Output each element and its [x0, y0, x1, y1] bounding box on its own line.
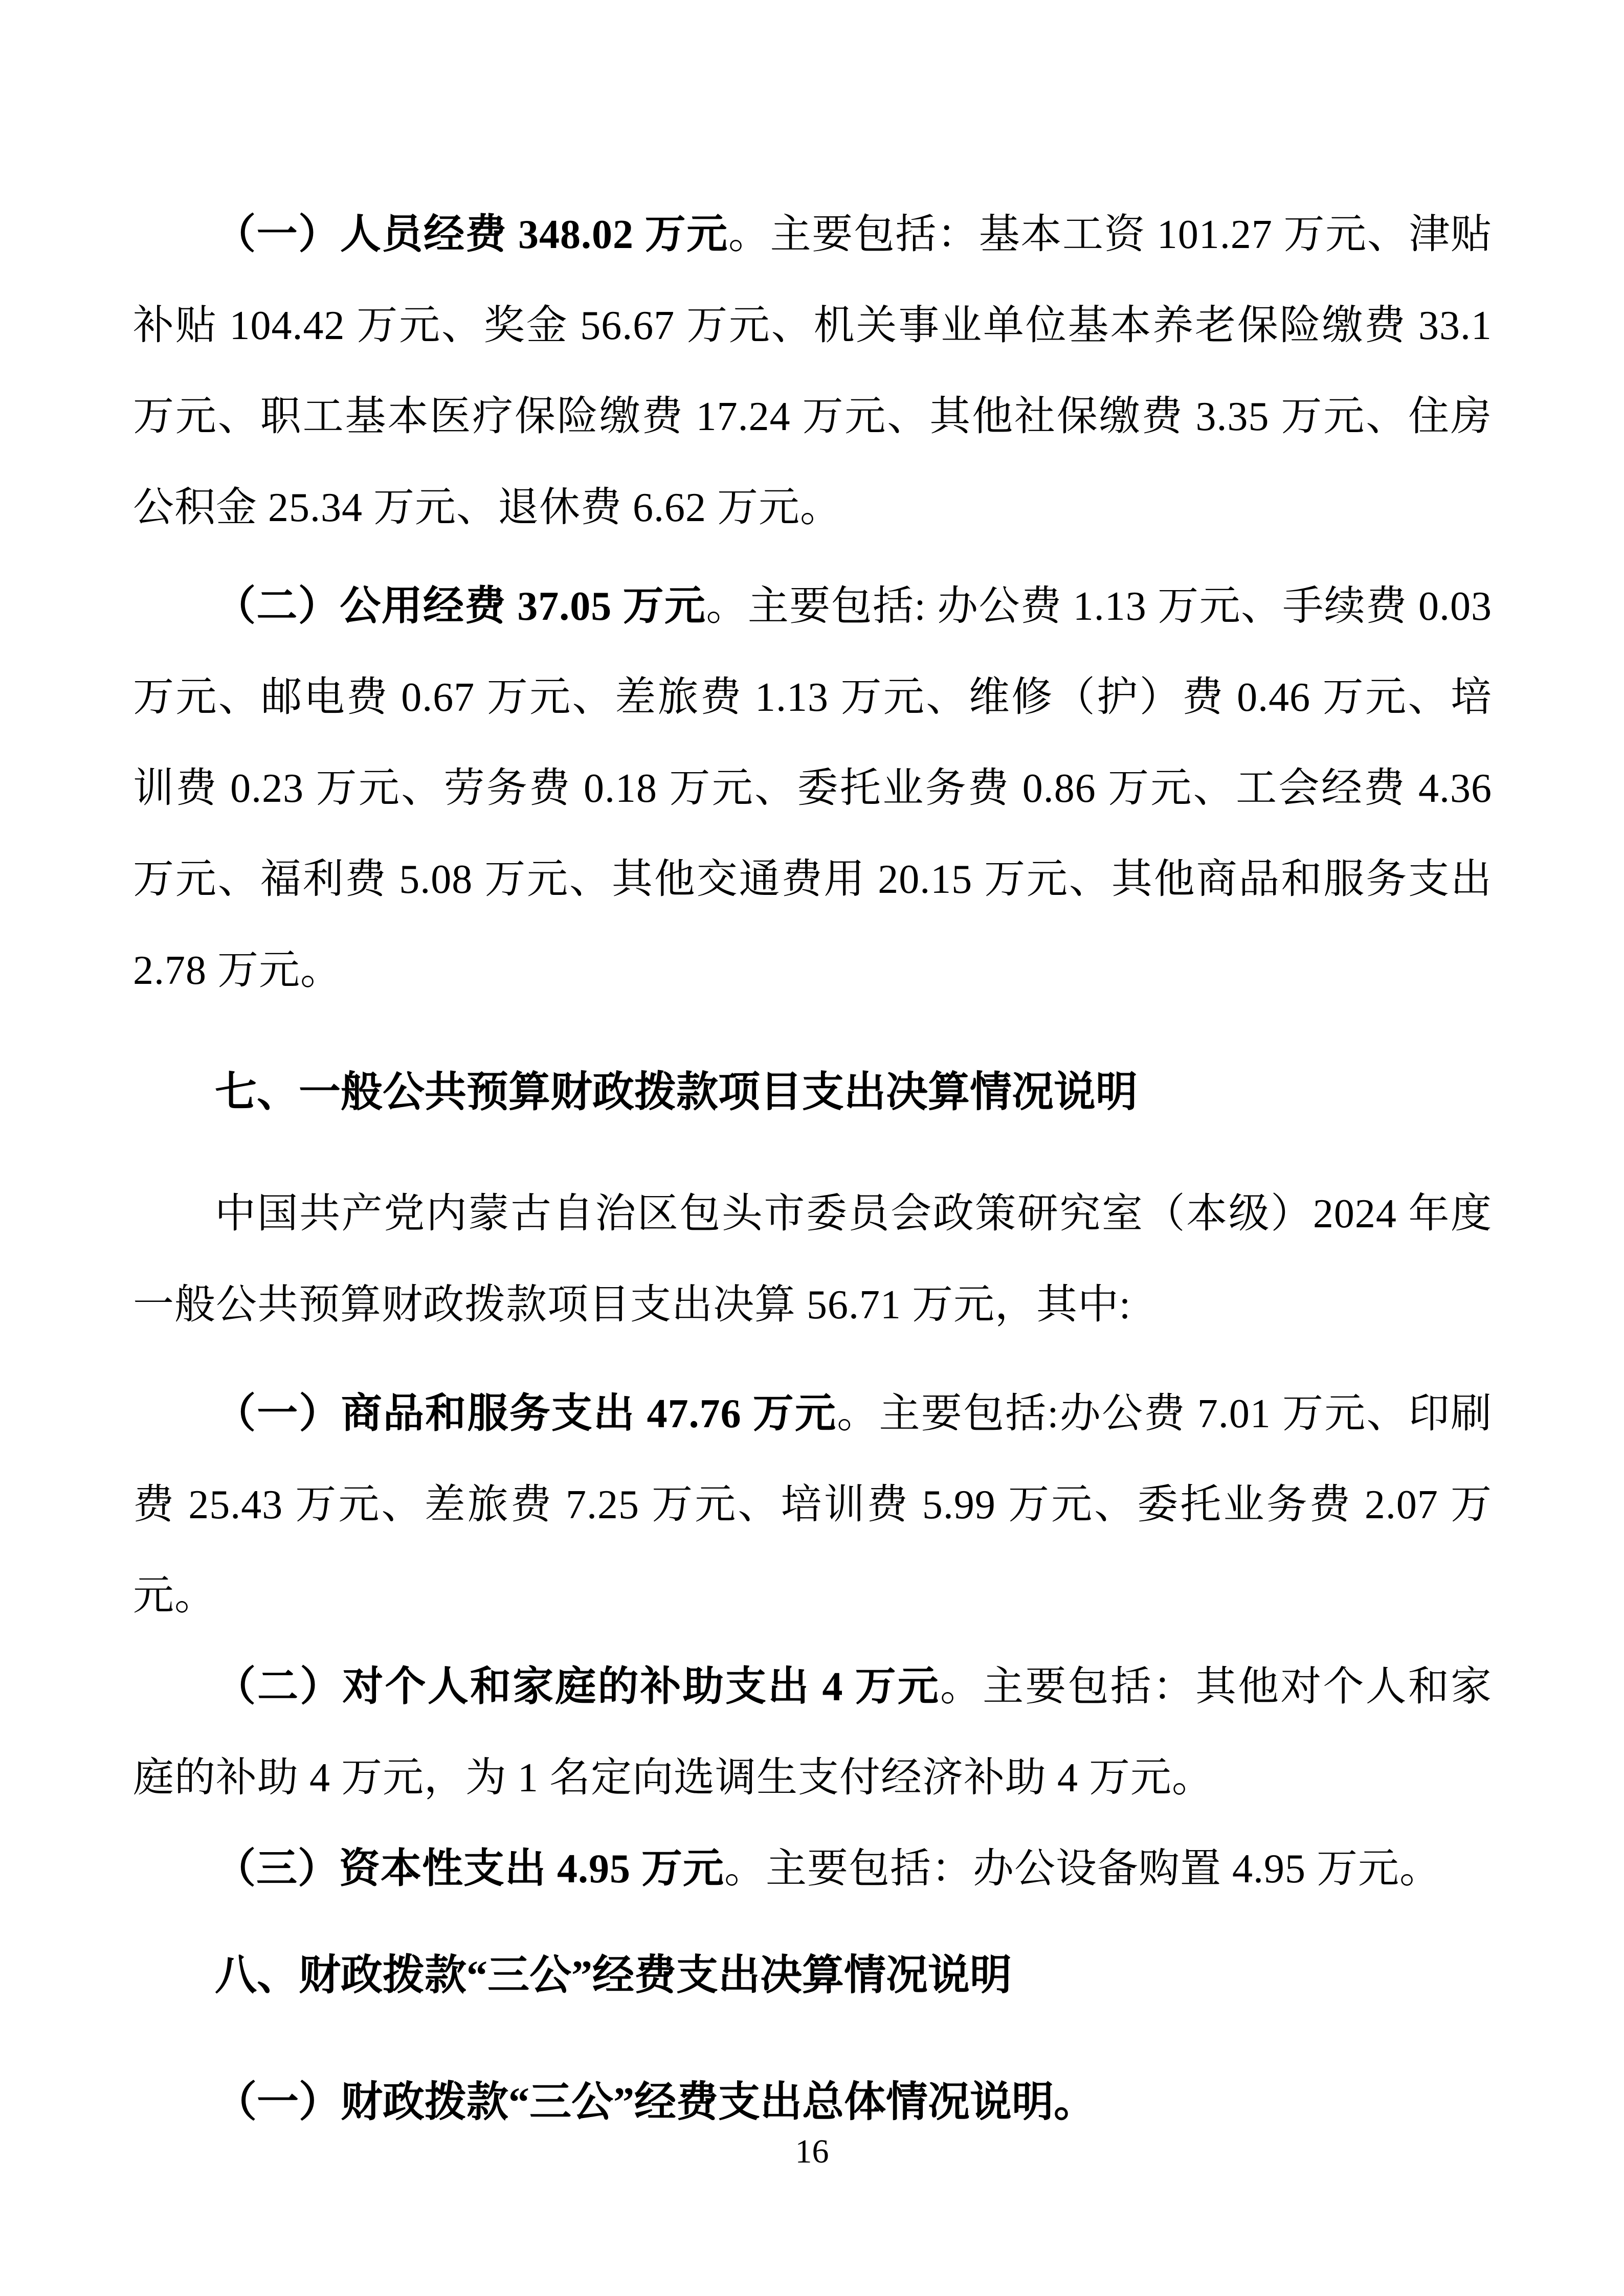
para-individual-family-subsidy: [133, 1641, 1492, 1824]
para-personnel-expense: [133, 189, 1492, 553]
para-capital-expenditure-lead: （三）资本性支出 4.95 万元: [215, 1847, 724, 1892]
section-heading-seven: 七、一般公共预算财政拨款项目支出决算情况说明: [215, 1069, 1138, 1115]
para-individual-family-subsidy-detail: 。主要包括：其他对个人和家庭的补助 4 万元，为 1 名定向选调生支付经济补助 4 万元。: [133, 1664, 1492, 1800]
para-public-expense-lead: （二）公用经费 37.05 万元: [215, 584, 706, 629]
para-goods-services: [133, 1368, 1492, 1641]
para-capital-expenditure: [133, 1824, 1492, 1915]
para-public-expense-detail: 。主要包括: 办公费 1.13 万元、手续费 0.03 万元、邮电费 0.67 万元、差旅费 1.13 万元、维修（护）费 0.46 万元、培训费 0.23 万元、劳务费 0.18 万元、委托业务费 0.86 万元、工会经费 4.36 万元、福利费 5.08 万元、其他交通费用 20.15 万元、其他商品和服务支出 2.78 万元。: [133, 584, 1492, 993]
para-individual-family-subsidy-lead: （二）对个人和家庭的补助支出 4 万元: [215, 1664, 940, 1709]
para-personnel-expense-lead: （一）人员经费 348.02 万元: [215, 212, 728, 257]
para-personnel-expense-detail: 。主要包括：基本工资 101.27 万元、津贴补贴 104.42 万元、奖金 56.67 万元、机关事业单位基本养老保险缴费 33.1 万元、职工基本医疗保险缴费 17.24 万元、其他社保缴费 3.35 万元、住房公积金 25.34 万元、退休费 6.62 万元。: [133, 212, 1493, 530]
para-capital-expenditure-detail: 。主要包括：办公设备购置 4.95 万元。: [724, 1847, 1441, 1892]
para-goods-services-detail: 。主要包括:办公费 7.01 万元、印刷费 25.43 万元、差旅费 7.25 万元、培训费 5.99 万元、委托业务费 2.07 万元。: [133, 1391, 1492, 1618]
page-number: 16: [795, 2133, 829, 2170]
section-heading-eight-sub: （一）财政拨款“三公”经费支出总体情况说明。: [215, 2079, 1096, 2125]
para-goods-services-lead: （一）商品和服务支出 47.76 万元: [215, 1391, 837, 1436]
para-public-expense: [133, 561, 1492, 1016]
document-body: [133, 189, 1492, 2148]
section-heading-eight: 八、财政拨款“三公”经费支出决算情况说明: [215, 1952, 1012, 1998]
para-project-expenditure: 中国共产党内蒙古自治区包头市委员会政策研究室（本级）2024 年度一般公共预算财政拨款项目支出决算 56.71 万元，其中:: [133, 1191, 1492, 1327]
